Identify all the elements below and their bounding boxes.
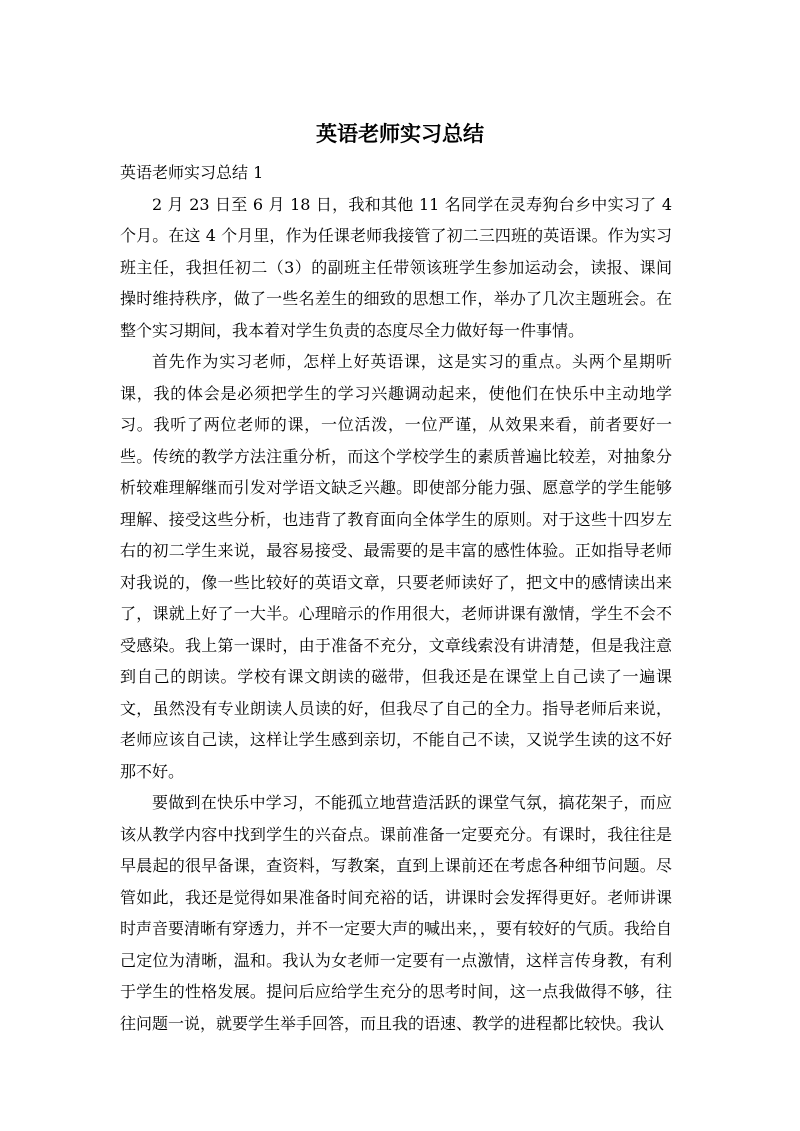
paragraph-1: 2 月 23 日至 6 月 18 日，我和其他 11 名同学在灵寿狗台乡中实习了 4 个月。在这 4 个月里，作为任课老师我接管了初二三四班的英语课。作为实习班主任，我担任初二（3）的副班主任带领该班学生参加运动会，读报、课间操时维持秩序，做了一些名差生的细致的思想工作，举办了几次主题班会。在整个实习期间，我本着对学生负责的态度尽全力做好每一件事情。	[120, 194, 672, 340]
document-title: 英语老师实习总结	[316, 122, 484, 146]
document-body	[120, 157, 672, 1039]
paragraph-2: 首先作为实习老师，怎样上好英语课，这是实习的重点。头两个星期听课，我的体会是必须把学生的学习兴趣调动起来，使他们在快乐中主动地学习。我听了两位老师的课，一位活泼，一位严谨，从效果来看，前者要好一些。传统的教学方法注重分析，而这个学校学生的素质普遍比较差，对抽象分析较难理解继而引发对学语文缺乏兴趣。即使部分能力强、愿意学的学生能够理解、接受这些分析，也违背了教育面向全体学生的原则。对于这些十四岁左右的初二学生来说，最容易接受、最需要的是丰富的感性体验。正如指导老师对我说的，像一些比较好的英语文章，只要老师读好了，把文中的感情读出来了，课就上好了一大半。心理暗示的作用很大，老师讲课有激情，学生不会不受感染。我上第一课时，由于准备不充分，文章线索没有讲清楚，但是我注意到自己的朗读。学校有课文朗读的磁带，但我还是在课堂上自己读了一遍课文，虽然没有专业朗读人员读的好，但我尽了自己的全力。指导老师后来说，老师应该自己读，这样让学生感到亲切，不能自己不读，又说学生读的这不好那不好。	[120, 352, 672, 781]
section-heading: 英语老师实习总结 1	[120, 163, 264, 182]
paragraph-3: 要做到在快乐中学习，不能孤立地营造活跃的课堂气氛，搞花架子，而应该从教学内容中找到学生的兴奋点。课前准备一定要充分。有课时，我往往是早晨起的很早备课，查资料，写教案，直到上课前还在考虑各种细节问题。尽管如此，我还是觉得如果准备时间充裕的话，讲课时会发挥得更好。老师讲课时声音要清晰有穿透力，并不一定要大声的喊出来，，要有较好的气质。我给自己定位为清晰，温和。我认为女老师一定要有一点激情，这样言传身教，有利于学生的性格发展。提问后应给学生充分的思考时间，这一点我做得不够，往往问题一说，就要学生举手回答，而且我的语速、教学的进程都比较快。我认	[120, 793, 673, 1033]
